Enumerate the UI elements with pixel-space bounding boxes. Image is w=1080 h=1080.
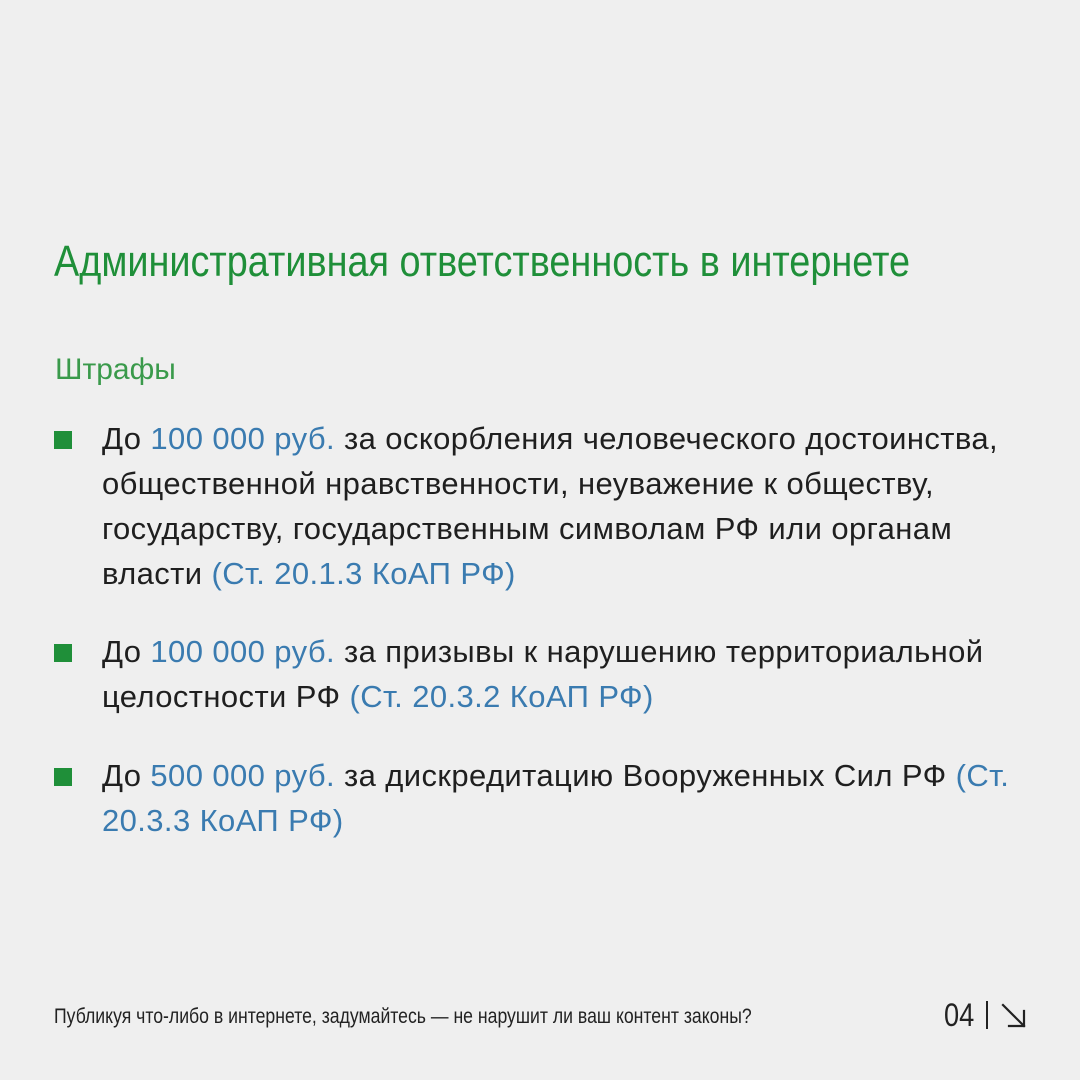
fine-description: за оскорбления человеческого достоинства, общественной нравственности, неуважение к обществу, государству, государственным символам РФ или органам власти — [102, 421, 999, 591]
footer-divider — [986, 1001, 988, 1029]
page-title: Административная ответственность в интернете — [54, 237, 911, 286]
fine-description: за призывы к нарушению территориальной целостности РФ — [102, 634, 984, 714]
fine-amount: 500 000 руб. — [150, 758, 335, 793]
law-reference: (Ст. 20.3.2 КоАП РФ) — [349, 679, 654, 714]
fine-amount: 100 000 руб. — [150, 634, 335, 669]
law-reference: (Ст. 20.3.3 КоАП РФ) — [102, 758, 1010, 838]
fine-item-1 — [54, 416, 1014, 596]
fine-item-text — [102, 753, 1014, 843]
fine-description: за дискредитацию Вооруженных Сил РФ — [335, 758, 956, 793]
fine-amount: 100 000 руб. — [150, 421, 335, 456]
square-bullet-icon — [54, 431, 72, 449]
square-bullet-icon — [54, 644, 72, 662]
fine-item-2 — [54, 629, 1014, 719]
fine-prefix: До — [102, 758, 151, 793]
arrow-down-right-icon[interactable] — [1001, 1003, 1027, 1029]
fine-prefix: До — [102, 634, 151, 669]
square-bullet-icon — [54, 768, 72, 786]
fine-item-text — [102, 416, 1014, 596]
fine-prefix: До — [102, 421, 151, 456]
fine-item-text — [102, 629, 1014, 719]
law-reference: (Ст. 20.1.3 КоАП РФ) — [211, 556, 516, 591]
section-subtitle: Штрафы — [55, 353, 176, 386]
fine-item-3 — [54, 753, 1014, 843]
footer-note: Публикуя что-либо в интернете, задумайтесь — не нарушит ли ваш контент законы? — [54, 1005, 752, 1028]
page-number: 04 — [944, 997, 975, 1033]
